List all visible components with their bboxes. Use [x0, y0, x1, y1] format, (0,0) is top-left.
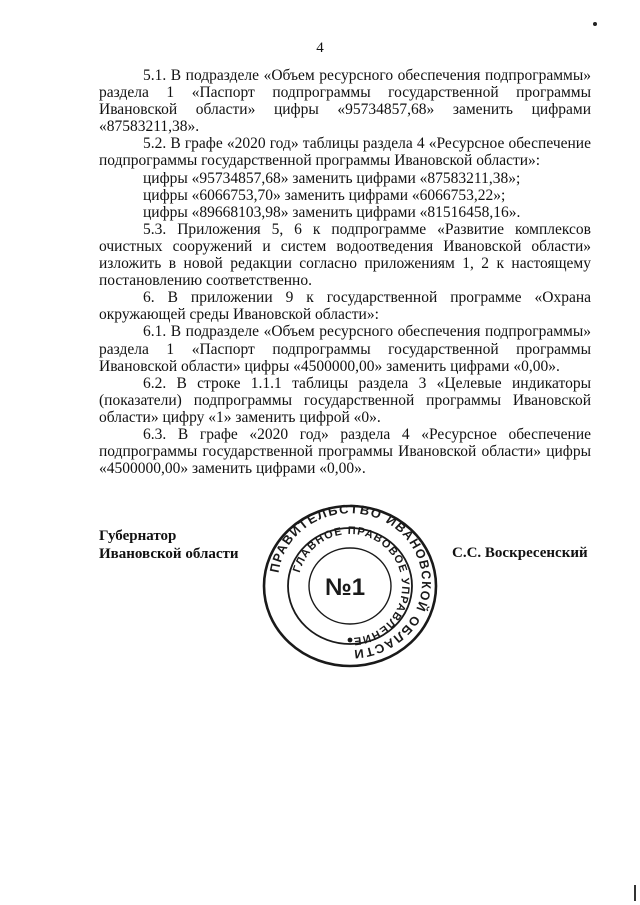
paragraph-6: 6. В приложении 9 к государственной программе «Охрана окружающей среды Ивановской области»: — [99, 289, 591, 324]
stamp-inner-text: ГЛАВНОЕ ПРАВОВОЕ УПРАВЛЕНИЕ — [290, 524, 412, 648]
document-body — [99, 67, 591, 477]
stamp-star-icon — [348, 638, 353, 643]
page-number: 4 — [316, 40, 324, 56]
paragraph-6-3: 6.3. В графе «2020 год» раздела 4 «Ресурсное обеспечение подпрограммы государственной программы Ивановской области» цифры «4500000,00» заменить цифрами «0,00». — [99, 425, 591, 478]
paragraph-5-2: 5.2. В графе «2020 год» таблицы раздела 4 «Ресурсное обеспечение подпрограммы государственной программы Ивановской области»: — [99, 135, 591, 170]
stamp-number: №1 — [324, 574, 366, 601]
signature-title-line2: Ивановской области — [99, 546, 239, 562]
official-stamp-icon — [256, 500, 446, 672]
scan-dot-mark — [593, 22, 597, 26]
signature-title — [99, 527, 239, 563]
list-item-replace-3: цифры «89668103,98» заменить цифрами «81516458,16». — [143, 203, 521, 221]
scan-edge-mark — [634, 885, 636, 901]
signatory-name: С.С. Воскресенский — [452, 545, 588, 561]
paragraph-5-3: 5.3. Приложения 5, 6 к подпрограмме «Развитие комплексов очистных сооружений и систем водоотведения Ивановской области» изложить в новой редакции согласно приложениям 1, 2 к настоящему постановлению соответственно. — [99, 220, 591, 290]
list-item-replace-2: цифры «6066753,70» заменить цифрами «6066753,22»; — [143, 186, 506, 204]
paragraph-6-1: 6.1. В подразделе «Объем ресурсного обеспечения подпрограммы» раздела 1 «Паспорт подпрограммы государственной программы Ивановской области» цифры «4500000,00» заменить цифрами «0,00». — [99, 323, 591, 375]
list-item-replace-1: цифры «95734857,68» заменить цифрами «87583211,38»; — [143, 169, 521, 187]
paragraph-5-1: 5.1. В подразделе «Объем ресурсного обеспечения подпрограммы» раздела 1 «Паспорт подпрограммы государственной программы Ивановской области» цифры «95734857,68» заменить цифрами «87583211,38». — [99, 67, 591, 136]
paragraph-6-2: 6.2. В строке 1.1.1 таблицы раздела 3 «Целевые индикаторы (показатели) подпрограммы государственной программы Ивановской области» цифру «1» заменить цифрой «0». — [99, 374, 591, 426]
stamp-outer-text: ПРАВИТЕЛЬСТВО ИВАНОВСКОЙ ОБЛАСТИ — [267, 502, 434, 661]
signature-title-line1: Губернатор — [99, 528, 177, 544]
